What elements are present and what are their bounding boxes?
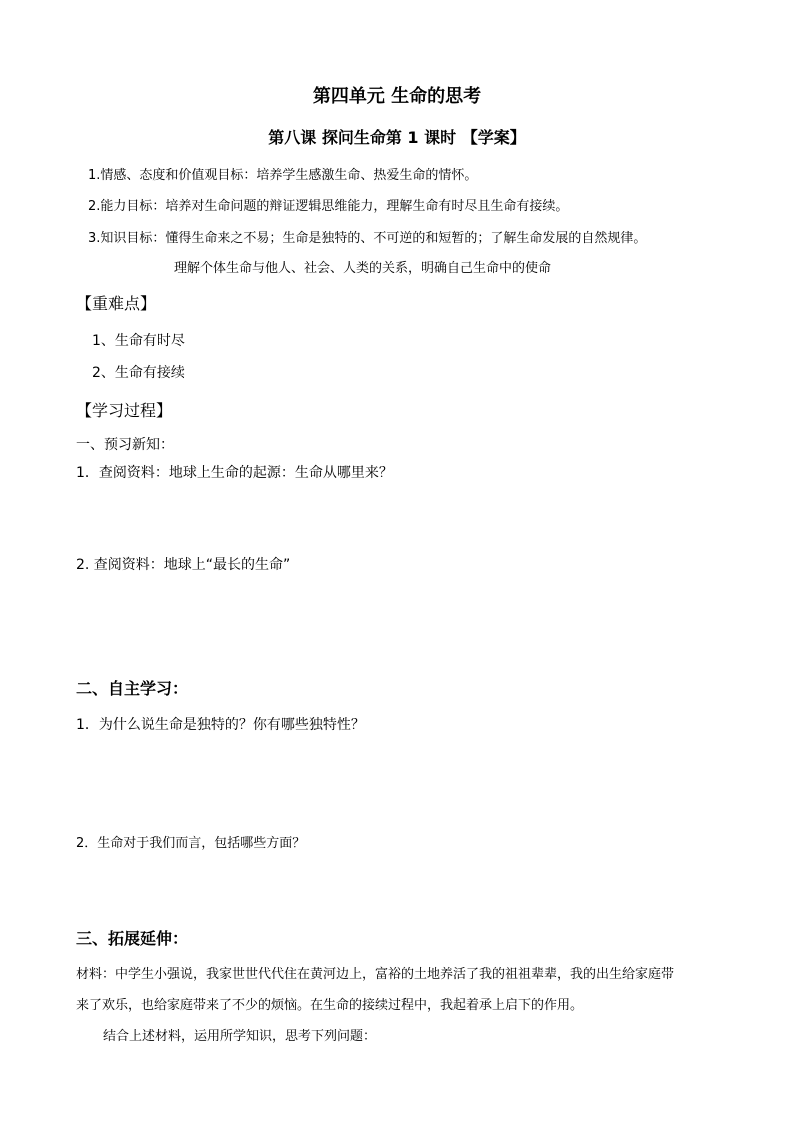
objective-knowledge: 3.知识目标：懂得生命来之不易；生命是独特的、不可逆的和短暂的；了解生命发展的自然规律。 — [88, 231, 647, 246]
self-study-question: 2．生命对于我们而言，包括哪些方面？ — [76, 836, 306, 851]
extension-prompt: 结合上述材料，运用所学知识，思考下列问题： — [103, 1029, 377, 1044]
extension-material-line: 材料：中学生小强说，我家世世代代住在黄河边上，富裕的土地养活了我的祖祖辈辈，我的出生给家庭带 — [76, 967, 675, 982]
unit-title: 第四单元 生命的思考 — [312, 86, 482, 107]
preview-heading: 一、预习新知： — [76, 437, 174, 453]
objective-emotion: 1.情感、态度和价值观目标：培养学生感激生命、热爱生命的情怀。 — [88, 168, 478, 183]
lesson-title: 第八课 探问生命第 1 课时 【学案】 — [268, 128, 526, 147]
key-points-heading: 【重难点】 — [76, 294, 157, 313]
extension-heading: 三、拓展延伸： — [76, 929, 189, 948]
objective-knowledge-cont: 理解个体生命与他人、社会、人类的关系，明确自己生命中的使命 — [174, 261, 552, 276]
process-heading: 【学习过程】 — [76, 401, 173, 420]
objective-ability: 2.能力目标：培养对生命问题的辩证逻辑思维能力，理解生命有时尽且生命有接续。 — [88, 199, 569, 214]
extension-material-line: 来了欢乐，也给家庭带来了不少的烦恼。在生命的接续过程中，我起着承上启下的作用。 — [76, 998, 584, 1013]
key-point-item: 1、生命有时尽 — [92, 333, 185, 349]
self-study-heading: 二、自主学习： — [76, 679, 189, 698]
self-study-question: 1．为什么说生命是独特的？你有哪些独特性？ — [76, 717, 365, 733]
preview-question: 1．查阅资料：地球上生命的起源：生命从哪里来？ — [76, 465, 393, 481]
key-point-item: 2、生命有接续 — [92, 365, 185, 381]
preview-question: 2. 查阅资料：地球上“最长的生命” — [76, 557, 291, 573]
